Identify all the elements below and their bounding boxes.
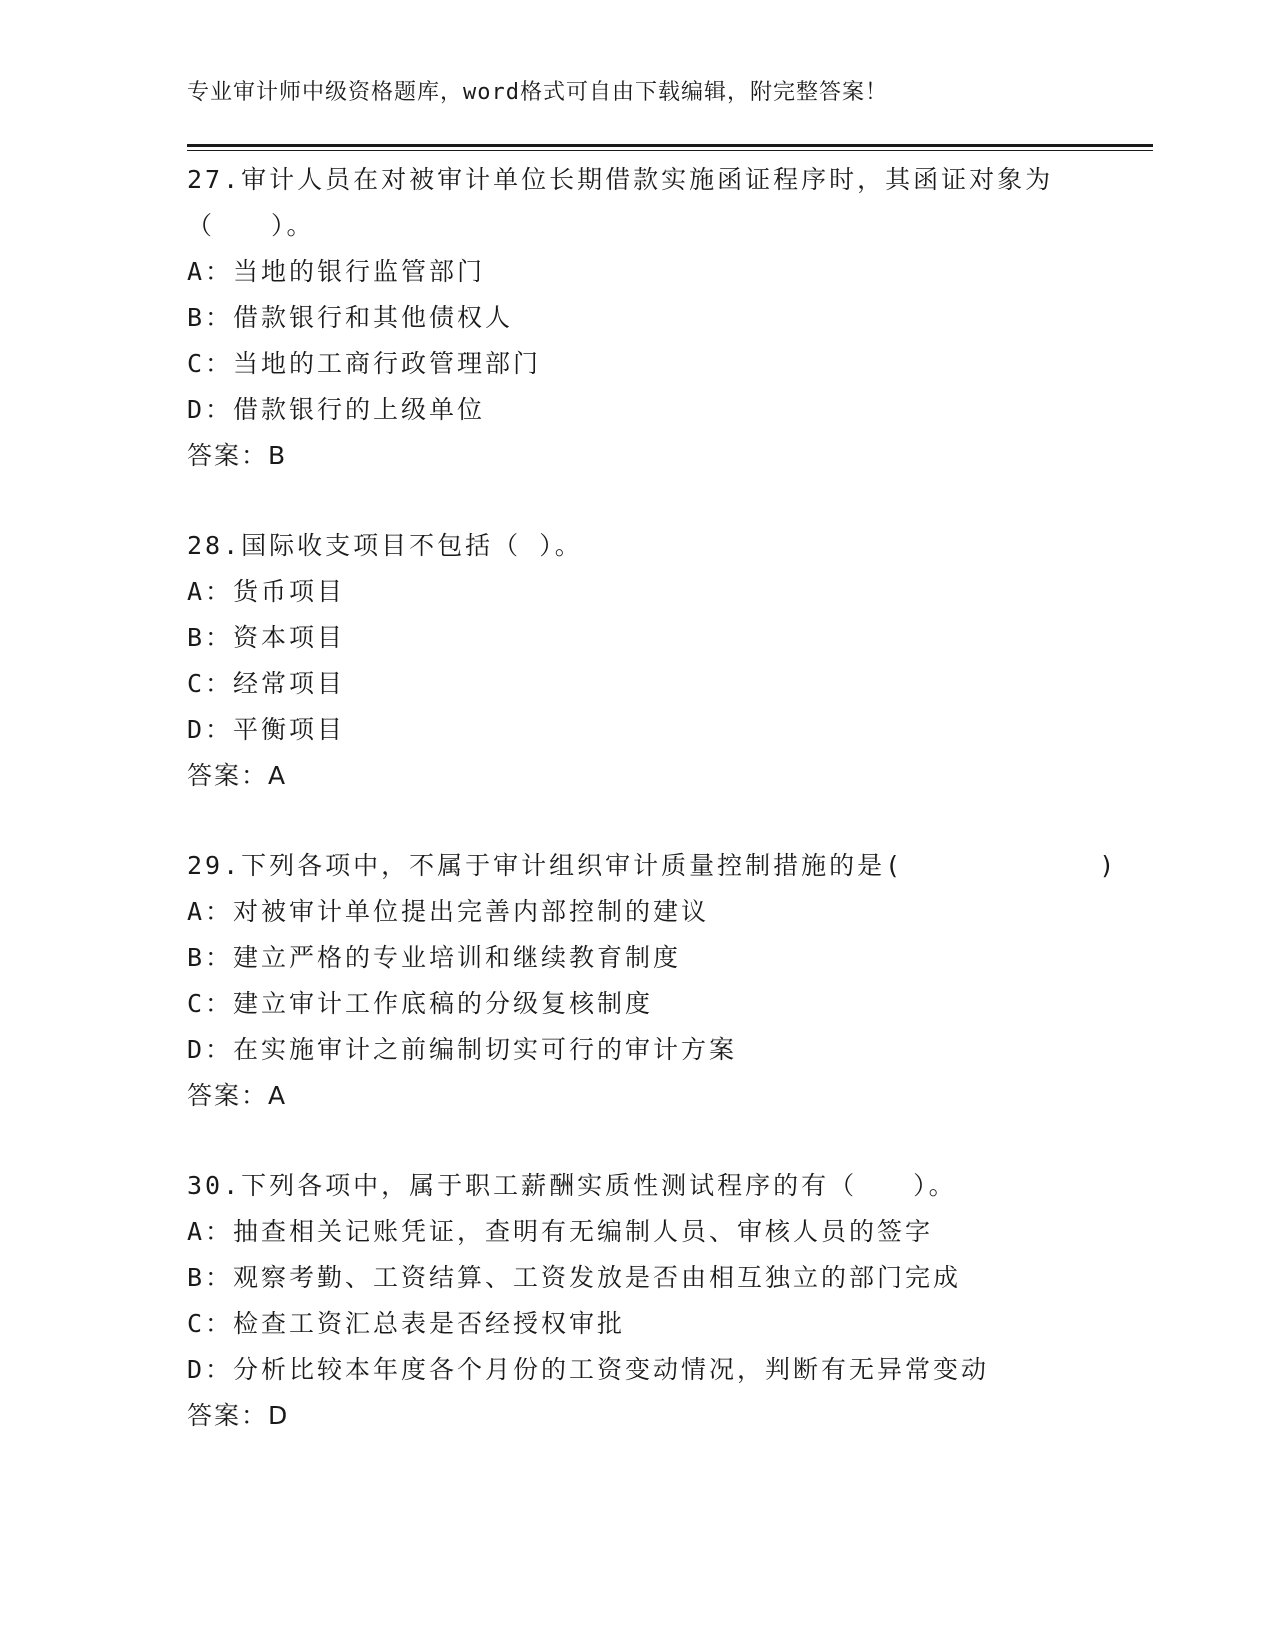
- question-stem: 27.审计人员在对被审计单位长期借款实施函证程序时，其函证对象为: [187, 165, 1054, 194]
- option-b: B：建立严格的专业培训和继续教育制度: [187, 943, 682, 972]
- option-c: C：检查工资汇总表是否经授权审批: [187, 1309, 626, 1338]
- option-d: D：分析比较本年度各个月份的工资变动情况，判断有无异常变动: [187, 1355, 990, 1384]
- option-a: A：当地的银行监管部门: [187, 257, 486, 286]
- question-list: [187, 157, 1118, 1483]
- option-b: B：观察考勤、工资结算、工资发放是否由相互独立的部门完成: [187, 1263, 962, 1292]
- answer-line: 答案：A: [187, 761, 288, 790]
- question-30: [187, 1163, 1087, 1439]
- option-d: D：在实施审计之前编制切实可行的审计方案: [187, 1035, 738, 1064]
- page-header: 专业审计师中级资格题库，word格式可自由下载编辑，附完整答案！: [187, 80, 888, 105]
- option-b: B：资本项目: [187, 623, 346, 652]
- question-stem: 30.下列各项中，属于职工薪酬实质性测试程序的有（ ）。: [187, 1171, 957, 1200]
- question-27: [187, 157, 1087, 479]
- option-d: D：借款银行的上级单位: [187, 395, 486, 424]
- option-c: C：当地的工商行政管理部门: [187, 349, 542, 378]
- header-rule-thin: [187, 150, 1153, 151]
- option-d: D：平衡项目: [187, 715, 346, 744]
- question-29: [187, 843, 1118, 1119]
- answer-line: 答案：B: [187, 441, 288, 470]
- question-stem: 28.国际收支项目不包括（ ）。: [187, 531, 583, 560]
- header-rule-thick: [187, 144, 1153, 147]
- option-c: C：建立审计工作底稿的分级复核制度: [187, 989, 654, 1018]
- question-stem: 29.下列各项中，不属于审计组织审计质量控制措施的是( ): [187, 851, 1118, 880]
- question-28: [187, 523, 1087, 799]
- option-a: A：货币项目: [187, 577, 346, 606]
- option-c: C：经常项目: [187, 669, 346, 698]
- option-b: B：借款银行和其他债权人: [187, 303, 514, 332]
- question-stem-continuation: （ ）。: [187, 211, 315, 240]
- option-a: A：对被审计单位提出完善内部控制的建议: [187, 897, 710, 926]
- answer-line: 答案：D: [187, 1401, 290, 1430]
- option-a: A：抽查相关记账凭证，查明有无编制人员、审核人员的签字: [187, 1217, 934, 1246]
- answer-line: 答案：A: [187, 1081, 288, 1110]
